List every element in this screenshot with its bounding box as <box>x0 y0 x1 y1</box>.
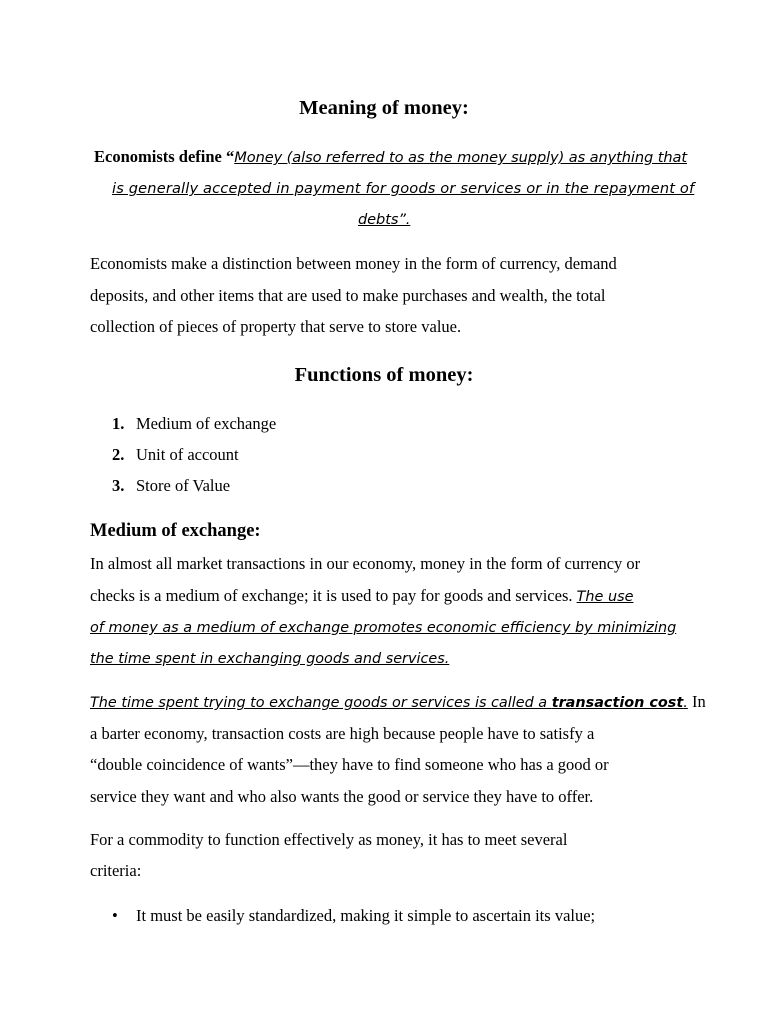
list-item-label: Store of Value <box>136 476 231 495</box>
definition-line-3 <box>358 209 410 230</box>
list-number: 3. <box>112 476 125 495</box>
distinction-line-3: collection of pieces of property that serve to store value. <box>90 317 462 336</box>
transaction-period: . <box>683 695 688 711</box>
medium-p1-line-3 <box>90 617 676 638</box>
medium-p1-line-4 <box>90 648 449 669</box>
functions-heading: Functions of money: <box>294 364 474 386</box>
medium-p2-line-2: a barter economy, transaction costs are high because people have to satisfy a <box>90 724 595 743</box>
medium-p1-line-1: In almost all market transactions in our economy, money in the form of currency or <box>90 554 641 573</box>
bullet-text: It must be easily standardized, making it simple to ascertain its value; <box>136 906 596 925</box>
definition-quote-part-3: debts”. <box>358 211 411 228</box>
definition-line-2 <box>112 178 694 199</box>
definition-quote-part-2: is generally accepted in payment for goods or services or in the repayment of <box>112 180 695 197</box>
medium-p1-emphasis-end: the time spent in exchanging goods and services. <box>90 651 450 667</box>
list-item-label: Unit of account <box>136 445 239 464</box>
criteria-line-2: criteria: <box>90 861 142 880</box>
list-number: 1. <box>112 414 125 433</box>
list-number: 2. <box>112 445 125 464</box>
criteria-bullet-item <box>112 906 595 926</box>
medium-heading: Medium of exchange: <box>90 521 261 541</box>
medium-p2-line-1 <box>90 692 706 713</box>
distinction-line-1: Economists make a distinction between money in the form of currency, demand <box>90 254 617 273</box>
transaction-intro: The time spent trying to exchange goods or services is called a <box>90 695 552 711</box>
medium-p1-emphasis-mid: of money as a medium of exchange promotes economic efficiency by minimizing <box>90 620 677 636</box>
bullet-icon: • <box>112 906 118 925</box>
transaction-cost-term: transaction cost <box>551 695 684 711</box>
distinction-line-2: deposits, and other items that are used to make purchases and wealth, the total <box>90 286 606 305</box>
criteria-line-1: For a commodity to function effectively as money, it has to meet several <box>90 830 568 849</box>
medium-p1-plain: checks is a medium of exchange; it is used to pay for goods and services. <box>90 586 577 605</box>
definition-intro: Economists define “ <box>94 147 235 166</box>
functions-list-item <box>112 414 276 434</box>
medium-p2-line-4: service they want and who also wants the good or service they have to offer. <box>90 787 594 806</box>
medium-p1-line-2 <box>90 586 633 607</box>
medium-p1-emphasis-start: The use <box>576 589 634 605</box>
definition-quote-part-1: Money (also referred to as the money supply) as anything that <box>234 149 687 166</box>
meaning-heading: Meaning of money: <box>299 97 469 119</box>
list-item-label: Medium of exchange <box>136 414 277 433</box>
functions-list-item <box>112 445 239 465</box>
medium-p2-line-3: “double coincidence of wants”—they have to find someone who has a good or <box>90 755 609 774</box>
functions-list-item <box>112 476 230 496</box>
transaction-tail: In <box>687 692 706 711</box>
definition-line-1 <box>94 147 687 168</box>
